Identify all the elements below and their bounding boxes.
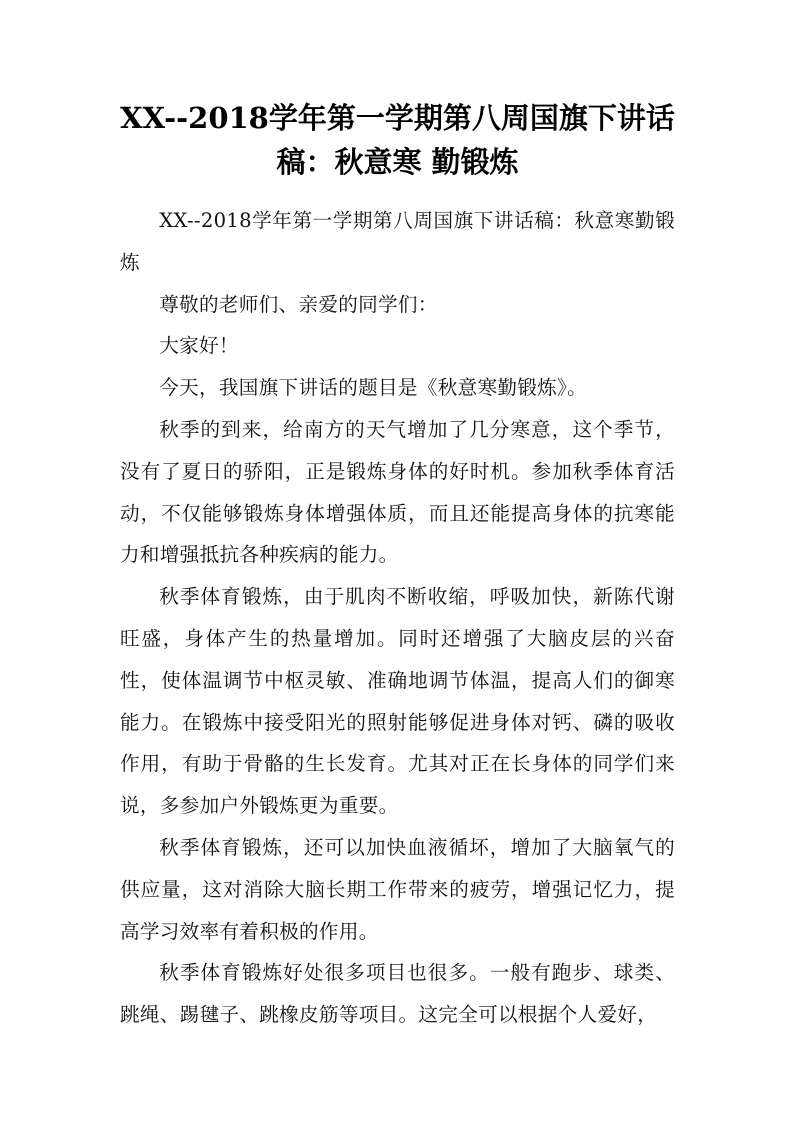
paragraph-salutation: 尊敬的老师们、亲爱的同学们：	[159, 292, 438, 316]
document-title: XX--2018学年第一学期第八周国旗下讲话稿：秋意寒 勤锻炼	[120, 101, 675, 179]
paragraph-body-2: 秋季体育锻炼，由于肌肉不断收缩，呼吸加快，新陈代谢旺盛，身体产生的热量增加。同时还增强了大脑皮层的兴奋性，使体温调节中枢灵敏、准确地调节体温，提高人们的御寒能力。在锻炼中接受阳光的照射能够促进身体对钙、磷的吸收作用，有助于骨骼的生长发育。尤其对正在长身体的同学们来说，多参加户外锻炼更为重要。	[120, 585, 675, 818]
paragraph-body-1: 秋季的到来，给南方的天气增加了几分寒意，这个季节，没有了夏日的骄阳，正是锻炼身体的好时机。参加秋季体育活动，不仅能够锻炼身体增强体质，而且还能提高身体的抗寒能力和增强抵抗各种疾病的能力。	[120, 417, 675, 567]
paragraph-body-3: 秋季体育锻炼，还可以加快血液循坏，增加了大脑氧气的供应量，这对消除大脑长期工作带来的疲劳，增强记忆力，提高学习效率有着积极的作用。	[120, 835, 675, 943]
document-page	[120, 96, 675, 1036]
paragraph-intro-title: XX--2018学年第一学期第八周国旗下讲话稿：秋意寒勤锻炼	[120, 209, 675, 274]
paragraph-body-4: 秋季体育锻炼好处很多项目也很多。一般有跑步、球类、跳绳、踢毽子、跳橡皮筋等项目。这完全可以根据个人爱好，	[120, 961, 675, 1027]
paragraph-topic: 今天，我国旗下讲话的题目是《秋意寒勤锻炼》。	[159, 376, 588, 400]
paragraph-greeting: 大家好！	[159, 334, 239, 358]
